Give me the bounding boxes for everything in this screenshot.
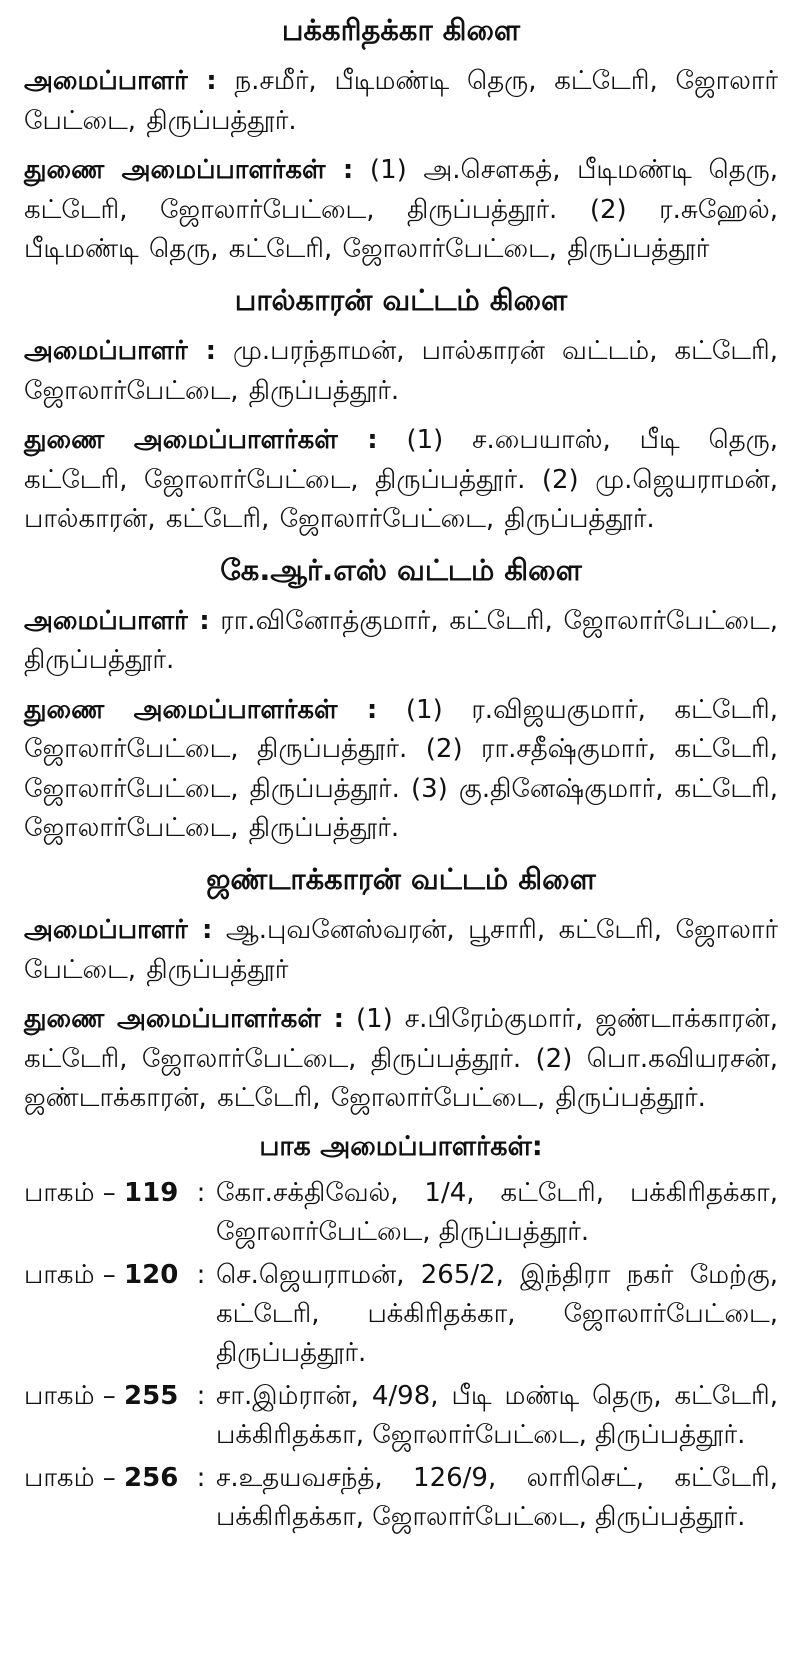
colon-separator: :: [196, 1259, 206, 1290]
part-word: பாகம் –: [24, 1462, 116, 1493]
part-organizers-table: [24, 1174, 778, 1541]
organizer-paragraph: [24, 602, 778, 681]
deputy-label: துணை அமைப்பாளர்கள் :: [24, 425, 378, 456]
deputy-paragraph: [24, 691, 778, 849]
organizer-label: அமைப்பாளர் :: [24, 915, 213, 946]
table-row: [24, 1174, 778, 1256]
branch-heading: பக்கரிதக்கா கிளை: [281, 13, 521, 47]
part-word: பாகம் –: [24, 1259, 116, 1290]
organizer-paragraph: [24, 911, 778, 990]
colon-separator: :: [196, 1177, 206, 1208]
table-row: [24, 1377, 778, 1459]
part-number-cell: [24, 1256, 186, 1377]
organizer-text: ரா.வினோத்குமார், கட்டேரி, ஜோலார்பேட்டை, திருப்பத்தூர்.: [24, 605, 778, 676]
part-address: ச.உதயவசந்த், 126/9, லாரிசெட், கட்டேரி, பக்கிரிதக்கா, ஜோலார்பேட்டை, திருப்பத்தூர்.: [216, 1462, 778, 1532]
part-address: கோ.சக்திவேல், 1/4, கட்டேரி, பக்கிரிதக்கா, ஜோலார்பேட்டை, திருப்பத்தூர்.: [216, 1177, 778, 1247]
colon-separator: :: [196, 1380, 206, 1411]
part-address: சா.இம்ரான், 4/98, பீடி மண்டி தெரு, கட்டேரி, பக்கிரிதக்கா, ஜோலார்பேட்டை, திருப்பத்தூர்.: [216, 1380, 778, 1450]
organizer-paragraph: [24, 332, 778, 411]
part-word: பாகம் –: [24, 1177, 116, 1208]
organizer-text: மு.பரந்தாமன், பால்காரன் வட்டம், கட்டேரி, ஜோலார்பேட்டை, திருப்பத்தூர்.: [24, 336, 778, 406]
branch-section-krs-vattam: [24, 552, 778, 849]
part-number-cell: [24, 1377, 186, 1459]
branch-section-jandakaran-vattam: [24, 861, 778, 1119]
table-row: [24, 1256, 778, 1377]
branch-heading: பால்காரன் வட்டம் கிளை: [234, 282, 568, 317]
deputy-label: துணை அமைப்பாளர்கள் :: [24, 694, 378, 725]
deputy-label: துணை அமைப்பாளர்கள் :: [24, 1004, 344, 1035]
organizer-label: அமைப்பாளர் :: [24, 605, 210, 636]
branch-section-pakkarithakka: [24, 12, 778, 270]
table-row: [24, 1459, 778, 1541]
branch-section-palkaran-vattam: [24, 282, 778, 540]
deputy-text: (1) அ.சௌகத், பீடிமண்டி தெரு, கட்டேரி, ஜோலார்பேட்டை, திருப்பத்தூர். (2) ர.சுஹேல், பீடிமண்டி தெரு, கட்டேரி, ஜோலார்பேட்டை, திருப்பத்தூர்: [24, 155, 778, 265]
organizer-paragraph: [24, 62, 778, 141]
deputy-label: துணை அமைப்பாளர்கள் :: [24, 155, 354, 186]
organizer-text: ஆ.புவனேஸ்வரன், பூசாரி, கட்டேரி, ஜோலார் பேட்டை, திருப்பத்தூர்: [24, 915, 778, 985]
part-organizers-section: [24, 1129, 778, 1541]
branch-heading: ஜண்டாக்காரன் வட்டம் கிளை: [206, 862, 596, 896]
deputy-text: (1) ச.பையாஸ், பீடி தெரு, கட்டேரி, ஜோலார்பேட்டை, திருப்பத்தூர். (2) மு.ஜெயராமன், பால்காரன், கட்டேரி, ஜோலார்பேட்டை, திருப்பத்தூர்.: [24, 425, 778, 535]
part-number-cell: [24, 1459, 186, 1541]
part-number: 120: [124, 1259, 179, 1290]
part-number: 255: [124, 1380, 179, 1411]
part-number-cell: [24, 1174, 186, 1256]
deputy-paragraph: [24, 151, 778, 270]
deputy-text: (1) ர.விஜயகுமார், கட்டேரி, ஜோலார்பேட்டை, திருப்பத்தூர். (2) ரா.சதீஷ்குமார், கட்டேரி, ஜோலார்பேட்டை, திருப்பத்தூர். (3) கு.தினேஷ்குமார், கட்டேரி, ஜோலார்பேட்டை, திருப்பத்தூர்.: [24, 694, 779, 844]
part-word: பாகம் –: [24, 1380, 116, 1411]
deputy-text: (1) ச.பிரேம்குமார், ஜண்டாக்காரன், கட்டேரி, ஜோலார்பேட்டை, திருப்பத்தூர். (2) பொ.கவியரசன், ஜண்டாக்காரன், கட்டேரி, ஜோலார்பேட்டை, திருப்பத்தூர்.: [24, 1004, 779, 1114]
branch-heading: கே.ஆர்.எஸ் வட்டம் கிளை: [220, 552, 582, 587]
organizer-label: அமைப்பாளர் :: [24, 66, 217, 97]
part-number: 119: [124, 1177, 179, 1208]
organizer-label: அமைப்பாளர் :: [24, 336, 216, 367]
part-number: 256: [124, 1462, 179, 1493]
deputy-paragraph: [24, 421, 778, 540]
part-organizers-heading: பாக அமைப்பாளர்கள்:: [259, 1130, 543, 1162]
part-address: செ.ஜெயராமன், 265/2, இந்திரா நகர் மேற்கு, கட்டேரி, பக்கிரிதக்கா, ஜோலார்பேட்டை, திருப்பத்தூர்.: [216, 1259, 778, 1368]
deputy-paragraph: [24, 1000, 778, 1119]
organizer-text: ந.சமீர், பீடிமண்டி தெரு, கட்டேரி, ஜோலார் பேட்டை, திருப்பத்தூர்.: [24, 66, 778, 136]
colon-separator: :: [196, 1462, 206, 1493]
